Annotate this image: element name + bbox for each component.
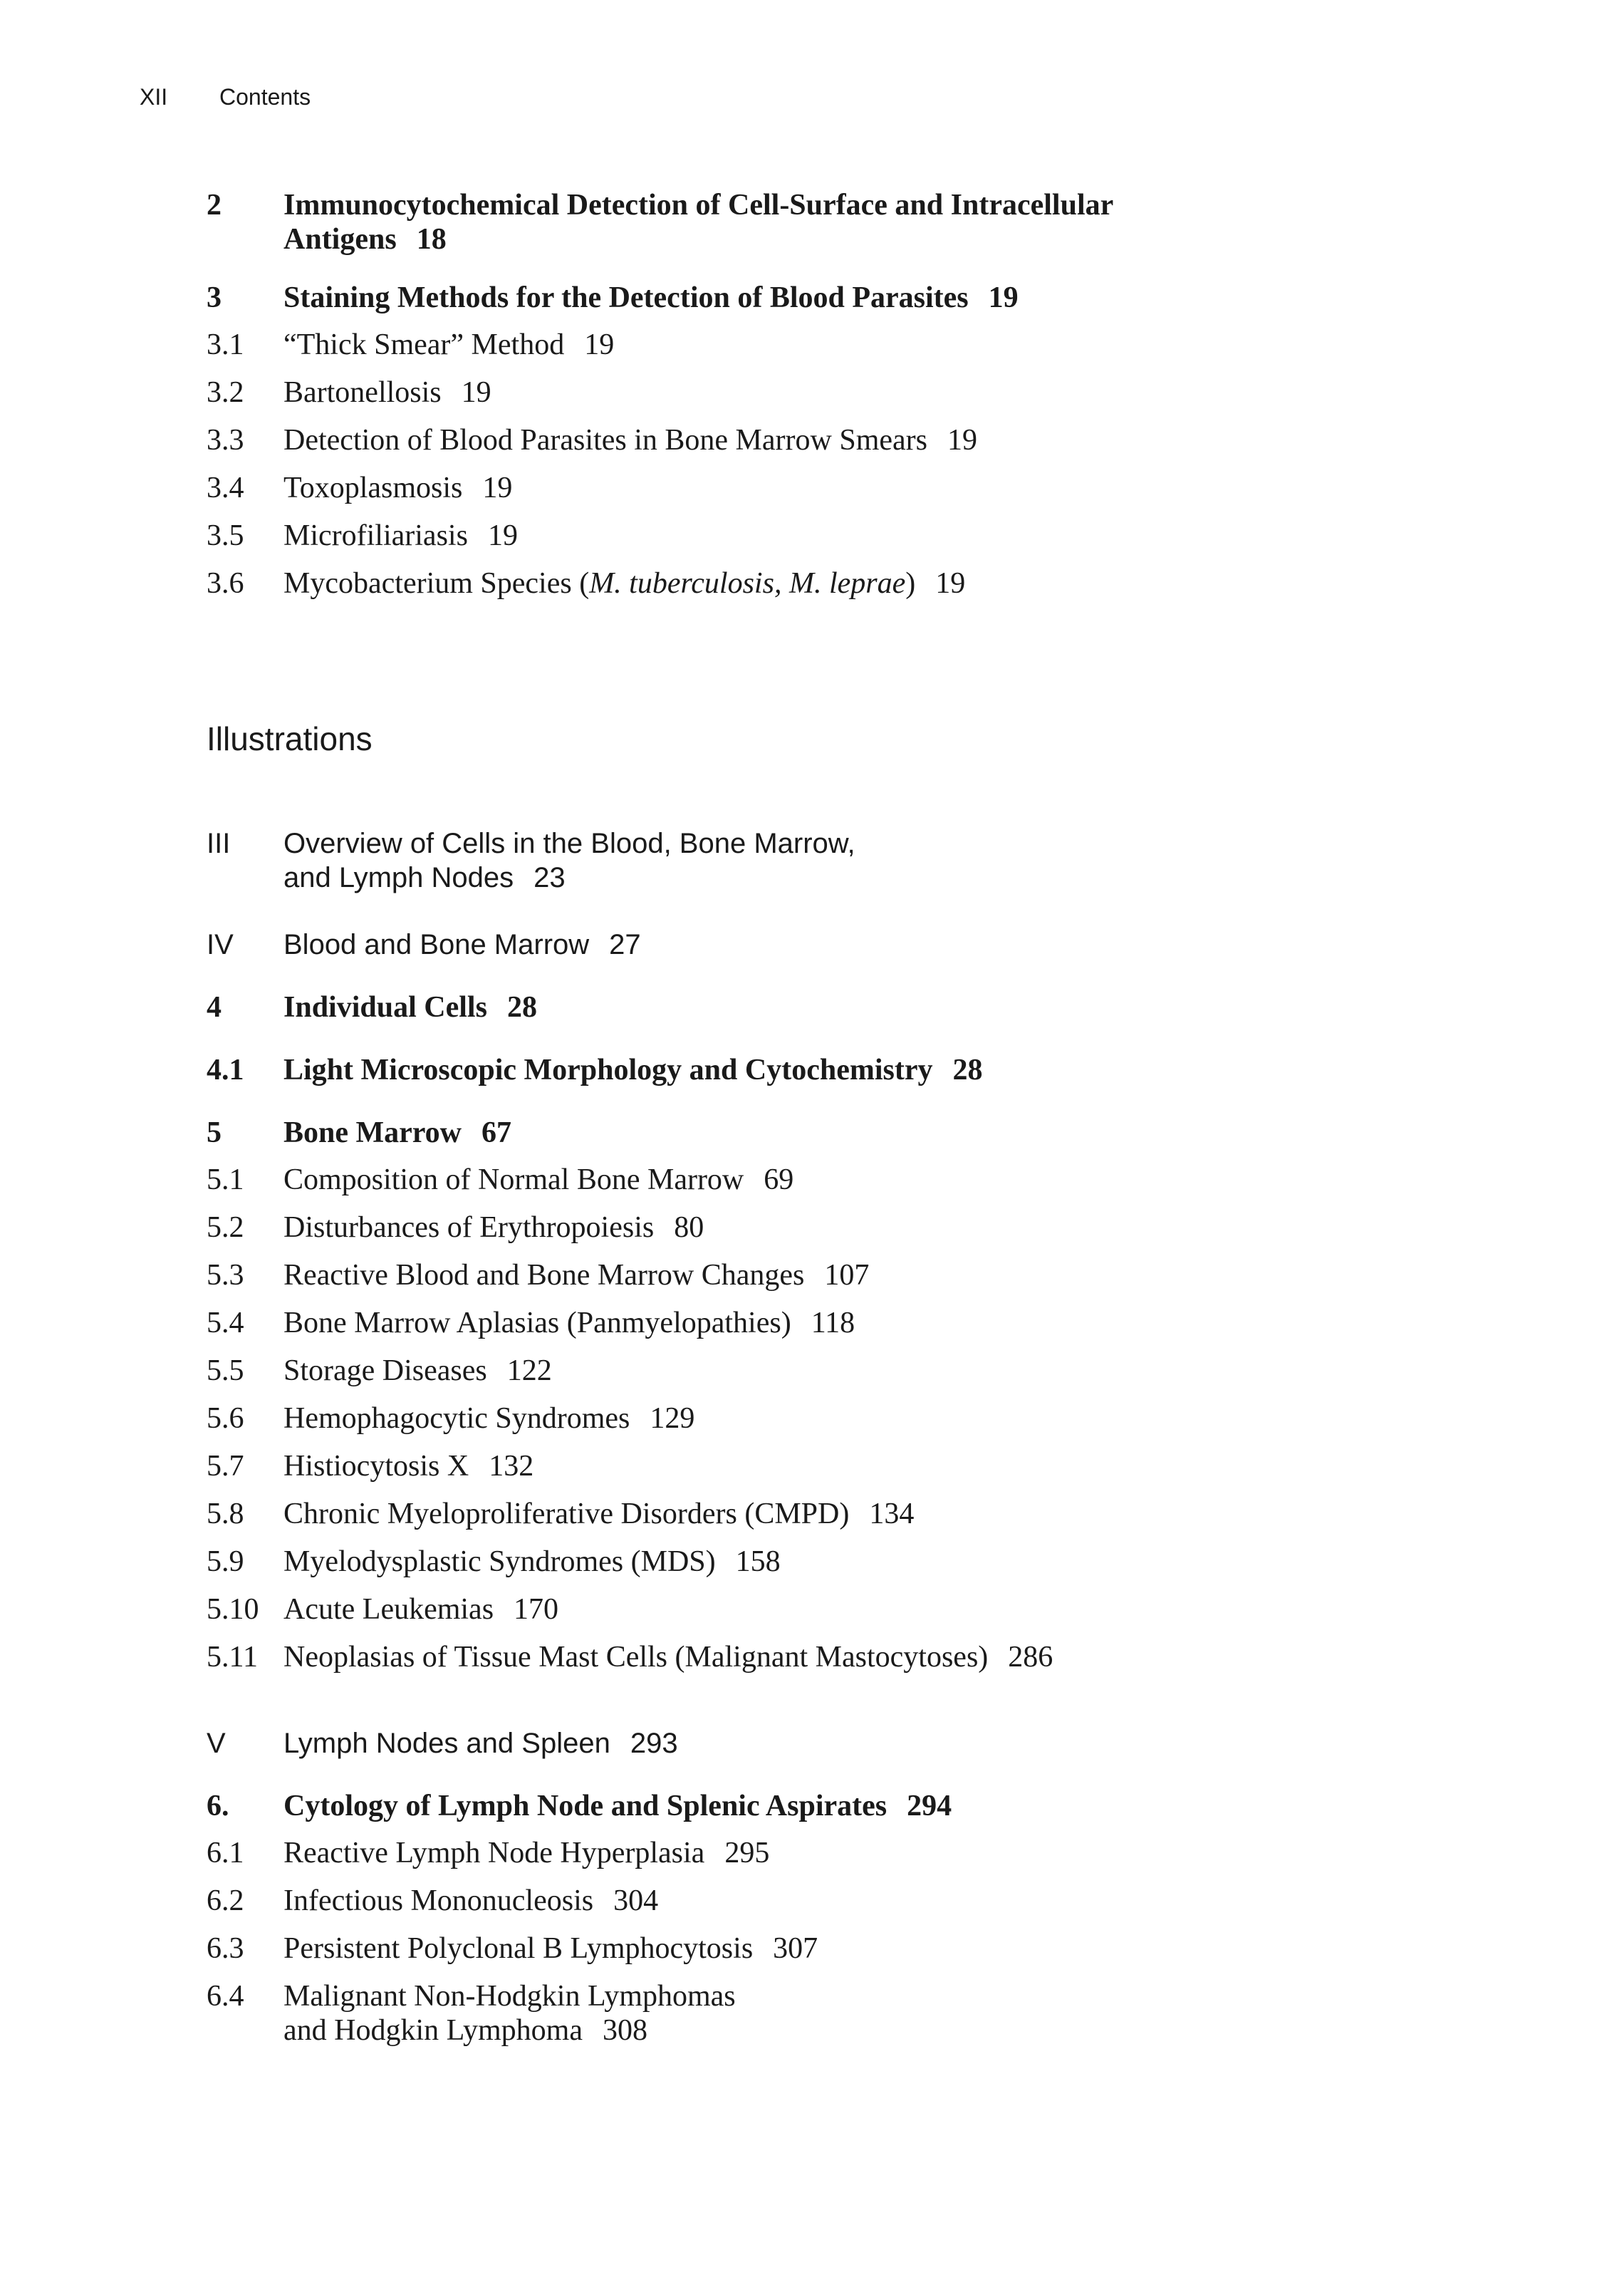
- entry-title: Storage Diseases: [283, 1354, 487, 1387]
- toc-content: [207, 188, 1489, 2048]
- toc-entry-5-5[interactable]: [207, 1354, 1489, 1401]
- entry-page: 107: [824, 1259, 870, 1292]
- entry-title-line1: Overview of Cells in the Blood, Bone Marrow,: [283, 828, 855, 859]
- toc-entry-3-2[interactable]: [207, 375, 1489, 423]
- entry-page: 122: [506, 1354, 552, 1387]
- entry-page: 18: [416, 223, 447, 256]
- entry-title-text: Blood and Bone Marrow: [283, 929, 590, 960]
- entry-number: 6.1: [207, 1837, 244, 1869]
- entry-title-text: Light Microscopic Morphology and Cytochemistry: [283, 1054, 933, 1086]
- entry-title: Bartonellosis: [283, 376, 442, 409]
- entry-title: [283, 281, 1489, 315]
- entry-title-text: Lymph Nodes and Spleen: [283, 1728, 610, 1759]
- entry-title: Microfiliariasis: [283, 519, 468, 552]
- entry-number: 6.2: [207, 1884, 244, 1917]
- entry-title: Persistent Polyclonal B Lymphocytosis: [283, 1932, 754, 1965]
- entry-page: 304: [613, 1884, 659, 1917]
- entry-page: 27: [609, 929, 641, 960]
- entry-title-line1: Staining Methods for the Detection of Blood Parasites: [283, 281, 969, 314]
- entry-title: [283, 990, 1489, 1025]
- entry-title: Composition of Normal Bone Marrow: [283, 1163, 744, 1196]
- toc-entry-5-3[interactable]: [207, 1258, 1489, 1306]
- entry-number: 6.: [207, 1790, 229, 1822]
- entry-title: Neoplasias of Tissue Mast Cells (Malignant Mastocytoses): [283, 1641, 989, 1674]
- entry-page: 118: [811, 1307, 855, 1339]
- entry-title-line1: Malignant Non-Hodgkin Lymphomas: [283, 1980, 736, 2013]
- entry-number: V: [207, 1728, 226, 1759]
- entry-title: “Thick Smear” Method: [283, 328, 565, 361]
- toc-entry-3-6[interactable]: [207, 566, 1489, 614]
- toc-entry-3[interactable]: [207, 281, 1489, 315]
- entry-number: 3.1: [207, 328, 244, 361]
- entry-number: III: [207, 828, 231, 859]
- entry-number: IV: [207, 929, 234, 960]
- title-part: ): [905, 567, 916, 600]
- entry-page: 295: [724, 1837, 770, 1869]
- entry-number: 2: [207, 189, 222, 222]
- entry-number: 4: [207, 991, 222, 1024]
- entry-number: 5.7: [207, 1450, 244, 1483]
- entry-number: 5.4: [207, 1307, 244, 1339]
- entry-title: [283, 928, 1489, 962]
- toc-entry-5[interactable]: [207, 1116, 1489, 1150]
- title-italic-part: M. tuberculosis,: [589, 567, 782, 600]
- toc-entry-5-6[interactable]: [207, 1401, 1489, 1449]
- toc-subentries-5: [207, 1163, 1489, 1688]
- toc-subentries-3: [207, 328, 1489, 614]
- title-part: Mycobacterium Species (: [283, 567, 590, 600]
- title-italic-part: M. leprae: [788, 567, 906, 600]
- entry-number: 5.2: [207, 1211, 244, 1244]
- entry-title: [283, 1979, 1489, 2048]
- entry-page: 67: [482, 1116, 512, 1149]
- entry-number: 6.4: [207, 1980, 244, 2013]
- toc-part-iii[interactable]: [207, 826, 1489, 895]
- entry-title: Acute Leukemias: [283, 1593, 494, 1626]
- entry-number: 5.5: [207, 1354, 244, 1387]
- toc-entry-5-2[interactable]: [207, 1210, 1489, 1258]
- page-number: XII: [140, 84, 168, 110]
- running-header: [140, 84, 311, 110]
- toc-entry-6-2[interactable]: [207, 1884, 1489, 1931]
- entry-number: 5.3: [207, 1259, 244, 1292]
- entry-page: 170: [514, 1593, 559, 1626]
- entry-title: Reactive Lymph Node Hyperplasia: [283, 1837, 705, 1869]
- toc-entry-5-11[interactable]: [207, 1640, 1489, 1688]
- entry-page: 23: [533, 862, 566, 893]
- entry-page: 19: [482, 472, 513, 504]
- toc-part-iv[interactable]: [207, 928, 1489, 962]
- toc-entry-6-1[interactable]: [207, 1836, 1489, 1884]
- entry-title-text: Individual Cells: [283, 991, 487, 1024]
- toc-part-v[interactable]: [207, 1726, 1489, 1760]
- entry-title: Bone Marrow Aplasias (Panmyelopathies): [283, 1307, 791, 1339]
- entry-title: Hemophagocytic Syndromes: [283, 1402, 630, 1435]
- entry-page: 28: [952, 1054, 983, 1086]
- entry-page: 19: [461, 376, 491, 409]
- entry-title-line2: and Hodgkin Lymphoma: [283, 2014, 583, 2047]
- entry-number: 5.10: [207, 1593, 259, 1626]
- entry-title: Toxoplasmosis: [283, 472, 463, 504]
- entry-number: 3.5: [207, 519, 244, 552]
- toc-entry-5-9[interactable]: [207, 1545, 1489, 1592]
- entry-number: 5.11: [207, 1641, 258, 1674]
- entry-title: [283, 1053, 1489, 1087]
- toc-entry-5-1[interactable]: [207, 1163, 1489, 1210]
- toc-entry-3-5[interactable]: [207, 519, 1489, 566]
- toc-subentries-6: [207, 1836, 1489, 1979]
- entry-title: [283, 826, 1489, 895]
- toc-entry-5-10[interactable]: [207, 1592, 1489, 1640]
- entry-number: 5.1: [207, 1163, 244, 1196]
- toc-entry-5-8[interactable]: [207, 1497, 1489, 1545]
- section-title-illustrations: Illustrations: [207, 720, 373, 757]
- entry-page: 80: [674, 1211, 704, 1244]
- entry-page: 307: [773, 1932, 818, 1965]
- entry-number: 3.3: [207, 424, 244, 457]
- entry-title: Myelodysplastic Syndromes (MDS): [283, 1545, 716, 1578]
- entry-number: 5.9: [207, 1545, 244, 1578]
- entry-number: 5.6: [207, 1402, 244, 1435]
- running-title: Contents: [219, 84, 311, 110]
- entry-page: 129: [650, 1402, 695, 1435]
- entry-page: 132: [489, 1450, 534, 1483]
- entry-title: Infectious Mononucleosis: [283, 1884, 594, 1917]
- entry-title: Histiocytosis X: [283, 1450, 469, 1483]
- toc-entry-3-4[interactable]: [207, 471, 1489, 519]
- entry-title: [283, 1789, 1489, 1823]
- entry-page: 19: [947, 424, 977, 457]
- entry-number: 3.4: [207, 472, 244, 504]
- entry-title-line1: Immunocytochemical Detection of Cell-Surface and Intracellular: [283, 189, 1114, 222]
- toc-entry-3-1[interactable]: [207, 328, 1489, 375]
- toc-entry-4[interactable]: [207, 990, 1489, 1025]
- entry-page: 28: [506, 991, 537, 1024]
- toc-entry-6-4[interactable]: [207, 1979, 1489, 2048]
- entry-title-text: Bone Marrow: [283, 1116, 462, 1149]
- entry-title: [283, 1726, 1489, 1760]
- entry-page: 19: [584, 328, 615, 361]
- entry-title-text: Cytology of Lymph Node and Splenic Aspirates: [283, 1790, 888, 1822]
- entry-page: 19: [935, 567, 966, 600]
- entry-page: 286: [1008, 1641, 1053, 1674]
- entry-number: 3.6: [207, 567, 244, 600]
- toc-entry-5-7[interactable]: [207, 1449, 1489, 1497]
- entry-title: [283, 1116, 1489, 1150]
- toc-entry-6-3[interactable]: [207, 1931, 1489, 1979]
- toc-entry-6[interactable]: [207, 1789, 1489, 1823]
- entry-title: Reactive Blood and Bone Marrow Changes: [283, 1259, 805, 1292]
- entry-page: 19: [487, 519, 518, 552]
- entry-number: 6.3: [207, 1932, 244, 1965]
- entry-number: 3: [207, 281, 222, 314]
- entry-title: [283, 188, 1489, 256]
- entry-title-line2: and Lymph Nodes: [283, 862, 514, 893]
- entry-page: 134: [869, 1498, 915, 1530]
- entry-page: 19: [988, 281, 1019, 314]
- entry-title: Chronic Myeloproliferative Disorders (CMPD): [283, 1498, 850, 1530]
- toc-entry-2[interactable]: [207, 188, 1489, 256]
- title-part: [781, 567, 789, 600]
- entry-number: 5.8: [207, 1498, 244, 1530]
- entry-number: 3.2: [207, 376, 244, 409]
- entry-number: 5: [207, 1116, 222, 1149]
- entry-title: Disturbances of Erythropoiesis: [283, 1211, 655, 1244]
- entry-title: [283, 566, 915, 601]
- entry-number: 4.1: [207, 1054, 244, 1086]
- entry-page: 308: [602, 2014, 647, 2047]
- entry-page: 69: [764, 1163, 794, 1196]
- toc-entry-4-1[interactable]: [207, 1053, 1489, 1087]
- entry-page: 293: [630, 1728, 678, 1759]
- entry-page: 294: [907, 1790, 952, 1822]
- entry-title: Detection of Blood Parasites in Bone Marrow Smears: [283, 424, 927, 457]
- entry-page: 158: [735, 1545, 781, 1578]
- entry-title-line2: Antigens: [283, 223, 397, 256]
- toc-entry-5-4[interactable]: [207, 1306, 1489, 1354]
- toc-entry-3-3[interactable]: [207, 423, 1489, 471]
